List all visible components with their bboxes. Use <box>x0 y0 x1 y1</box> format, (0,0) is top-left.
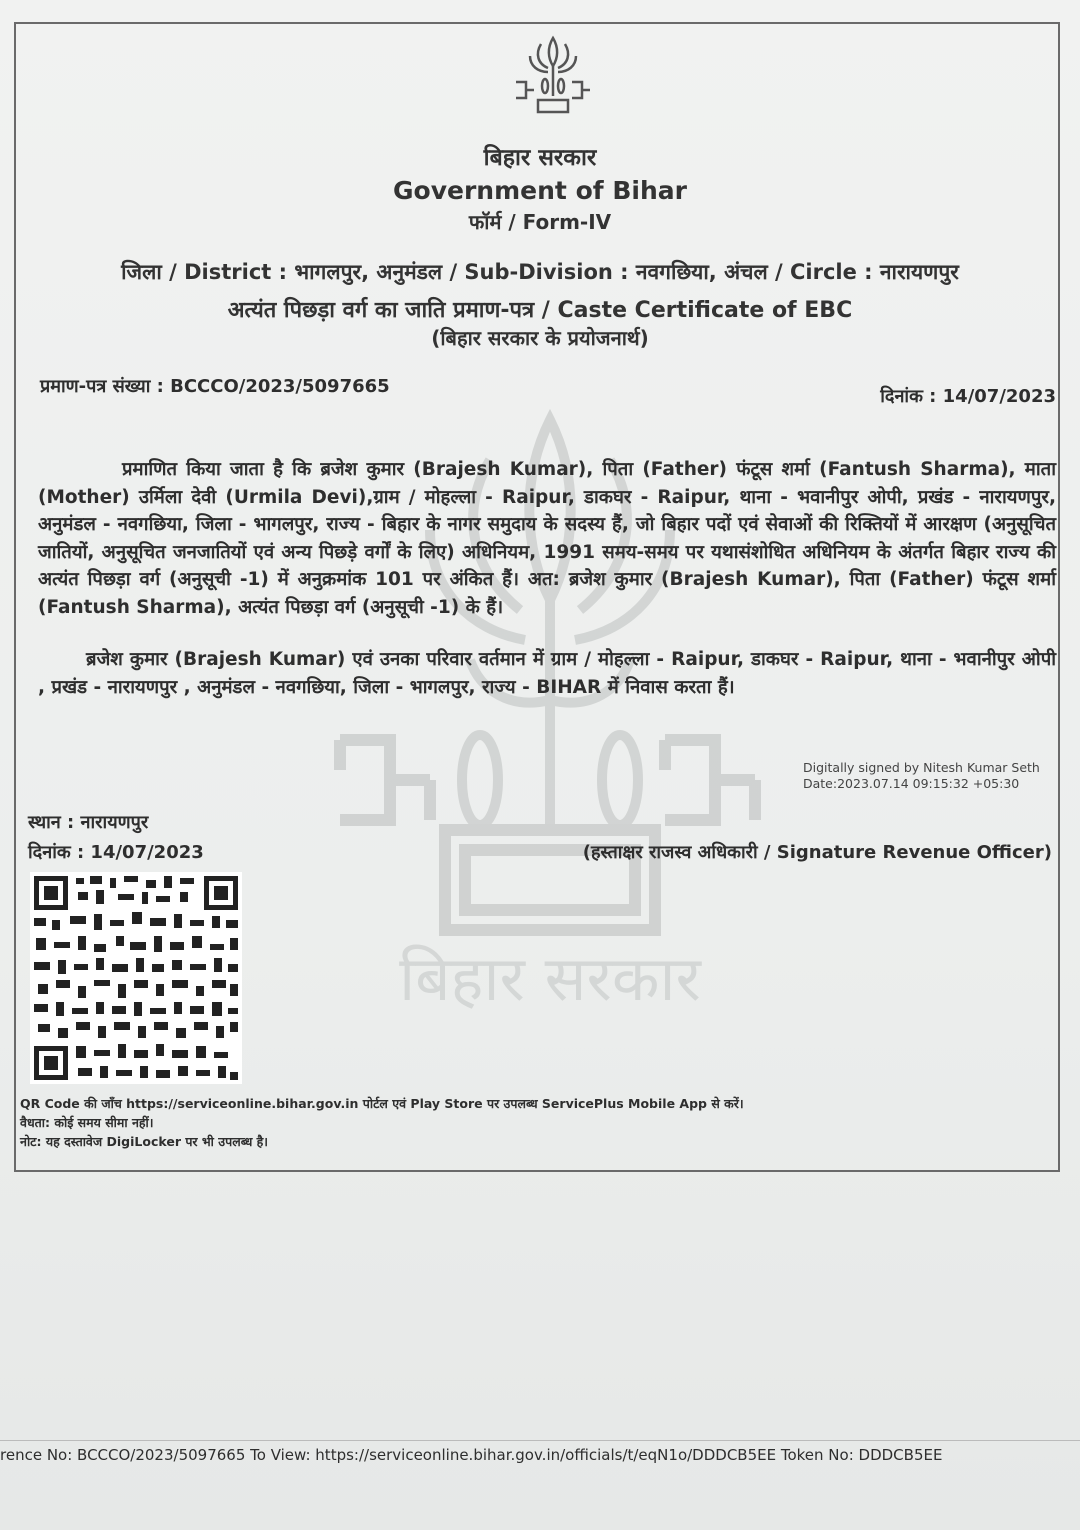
validity-note: वैधता: कोई समय सीमा नहीं। <box>20 1115 154 1130</box>
certificate-body-paragraph-2 <box>38 646 1056 701</box>
reference-line: rence No: BCCCO/2023/5097665 To View: https://serviceonline.bihar.gov.in/officials/t/eqN1o/DDDCB5EE Token No: DDDCB5EE <box>0 1446 943 1464</box>
signing-date: दिनांक : 14/07/2023 <box>28 842 204 863</box>
para1-text: प्रमाणित किया जाता है कि ब्रजेश कुमार (Brajesh Kumar), पिता (Father) फंटूस शर्मा (Fantush Sharma), माता (Mother) उर्मिला देवी (Urmila Devi),ग्राम / मोहल्ला - Raipur, डाकघर - Raipur, थाना - भवानीपुर ओपी, प्रखंड - नारायणपुर, अनुमंडल - नवगछिया, जिला - भागलपुर, राज्य - बिहार के नागर समुदाय के सदस्य हैं, जो बिहार पदों एवं सेवाओं की रिक्तियों में आरक्षण (अनुसूचित जातियों, अनुसूचित जनजातियों एवं अन्य पिछड़े वर्गों के लिए) अधिनियम, 1991 समय-समय पर यथासंशोधित अधिनियम के अंतर्गत बिहार राज्य की अत्यंत पिछड़ा वर्ग (अनुसूची -1) में अनुक्रमांक 101 पर अंकित हैं। अत: ब्रजेश कुमार (Brajesh Kumar), पिता (Father) फंटूस शर्मा (Fantush Sharma), अत्यंत पिछड़ा वर्ग (अनुसूची -1) के हैं। <box>38 459 1056 618</box>
para2-text: ब्रजेश कुमार (Brajesh Kumar) एवं उनका परिवार वर्तमान में ग्राम / मोहल्ला - Raipur, डाकघर - Raipur, थाना - भवानीपुर ओपी , प्रखंड - नारायणपुर , अनुमंडल - नवगछिया, जिला - भागलपुर, राज्य - BIHAR में निवास करता हैं। <box>38 649 1056 698</box>
digital-signature-block <box>803 760 1040 792</box>
location-line: जिला / District : भागलपुर, अनुमंडल / Sub-Division : नवगछिया, अंचल / Circle : नारायणपुर <box>121 260 959 284</box>
footer-rule <box>0 1440 1080 1441</box>
hindi-govt-title: बिहार सरकार <box>483 145 597 171</box>
qr-code-icon[interactable] <box>30 872 242 1084</box>
purpose-line: (बिहार सरकार के प्रयोजनार्थ) <box>431 326 649 350</box>
certificate-title: अत्यंत पिछड़ा वर्ग का जाति प्रमाण-पत्र / Caste Certificate of EBC <box>227 298 853 323</box>
watermark-text: बिहार सरकार <box>399 942 701 1015</box>
bihar-emblem-icon <box>508 34 598 116</box>
digital-signature-date: Date:2023.07.14 09:15:32 +05:30 <box>803 776 1020 791</box>
english-govt-title: Government of Bihar <box>393 176 687 205</box>
digital-signature-name: Digitally signed by Nitesh Kumar Seth <box>803 760 1040 775</box>
form-label: फॉर्म / Form-IV <box>468 210 612 234</box>
certificate-body-paragraph-1 <box>38 456 1056 621</box>
issue-date: दिनांक : 14/07/2023 <box>880 386 1056 407</box>
digilocker-note: नोट: यह दस्तावेज DigiLocker पर भी उपलब्ध है। <box>20 1134 269 1149</box>
place-label: स्थान : नारायणपुर <box>28 812 149 833</box>
officer-signature-label: (हस्ताक्षर राजस्व अधिकारी / Signature Revenue Officer) <box>582 842 1052 863</box>
certificate-number: प्रमाण-पत्र संख्या : BCCCO/2023/5097665 <box>40 376 390 397</box>
qr-verification-note: QR Code की जाँच https://serviceonline.bihar.gov.in पोर्टल एवं Play Store पर उपलब्ध ServicePlus Mobile App से करें। <box>20 1096 744 1111</box>
